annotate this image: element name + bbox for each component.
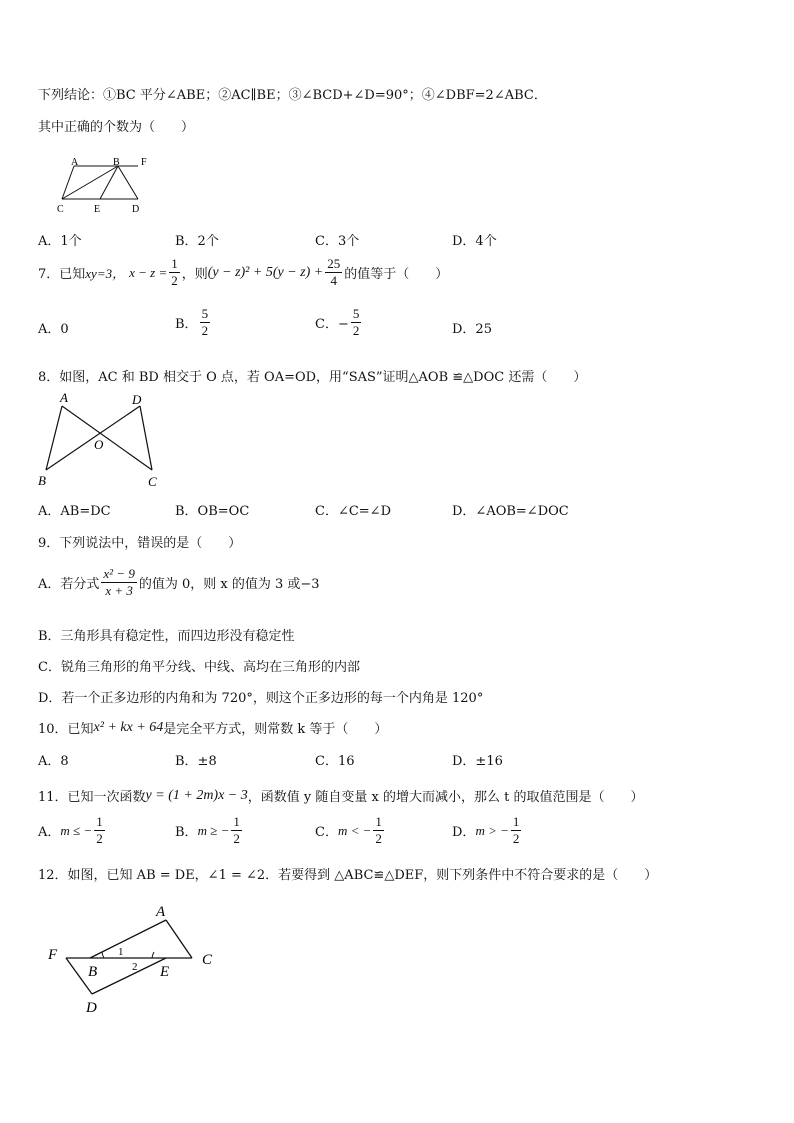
q12-label-f: F <box>48 947 58 963</box>
q10-expr: x² + kx + 64 <box>93 719 164 735</box>
q10-option-d: D．±16 <box>452 754 503 769</box>
q11-option-d-num: 1 <box>512 814 520 829</box>
q9-a-prefix: A．若分式 <box>38 577 100 592</box>
q6-label-e: E <box>94 204 101 215</box>
q11-option-a-rel: m ≤ − <box>60 822 93 838</box>
q11-option-a-den: 2 <box>96 831 103 846</box>
q7-expr-num: 25 <box>327 256 341 271</box>
q11-option-b-fraction <box>231 814 242 847</box>
q7-option-c-fraction <box>351 306 362 339</box>
q11-option-c <box>315 814 386 847</box>
q11-question <box>38 786 643 805</box>
q7-option-d: D．25 <box>452 322 492 337</box>
q10-suffix: 是完全平方式，则常数 k 等于（ ） <box>163 722 388 737</box>
q12-figure <box>40 896 230 1018</box>
q7-cond2-den: 2 <box>171 273 178 288</box>
q8-option-a: A．AB=DC <box>38 504 111 519</box>
q7-option-c-num: 5 <box>352 306 360 321</box>
q6-figure <box>52 154 162 216</box>
q7-option-c-label: C．− <box>315 317 349 332</box>
q7-option-a: A．0 <box>38 322 69 337</box>
q11-expr: y = (1 + 2m)x − 3 <box>145 787 248 803</box>
q7-option-b-num: 5 <box>201 306 209 321</box>
q6-option-c: C．3个 <box>315 234 360 249</box>
q11-option-c-den: 2 <box>375 831 382 846</box>
q11-option-b-rel: m ≥ − <box>197 822 230 838</box>
q9-a-den: x + 3 <box>105 583 133 598</box>
q6-option-b: B．2个 <box>175 234 219 249</box>
q12-label-angle-1: 1 <box>118 946 124 958</box>
q7-prefix: 7．已知 <box>38 267 86 282</box>
q11-option-a <box>38 814 107 847</box>
q7-expr-post: 的值等于（ ） <box>344 267 449 282</box>
q7-expr-den: 4 <box>330 273 337 288</box>
q7-cond1: xy=3， <box>85 266 126 281</box>
q6-label-a: A <box>71 157 79 168</box>
q7-cond2-num: 1 <box>171 256 178 271</box>
q11-option-b-label: B． <box>175 825 198 840</box>
q7-option-b <box>175 306 212 339</box>
q8-option-d: D．∠AOB=∠DOC <box>452 504 569 519</box>
q11-option-d-den: 2 <box>512 831 520 846</box>
q6-label-d: D <box>132 204 140 215</box>
q9-option-d: D．若一个正多边形的内角和为 720°，则这个正多边形的每一个内角是 120° <box>38 691 484 706</box>
q11-option-a-fraction <box>94 814 105 847</box>
q9-option-b: B．三角形具有稳定性，而四边形没有稳定性 <box>38 629 295 644</box>
q10-option-b: B．±8 <box>175 754 217 769</box>
q11-option-c-num: 1 <box>375 814 382 829</box>
q10-prefix: 10．已知 <box>38 722 94 737</box>
q6-question: 其中正确的个数为（ ） <box>38 120 195 135</box>
q9-a-num: x² − 9 <box>103 566 135 581</box>
q11-option-b-num: 1 <box>233 814 240 829</box>
q7-expr-fraction <box>325 256 342 289</box>
q11-option-b-den: 2 <box>233 831 240 846</box>
q8-question: 8．如图，AC 和 BD 相交于 O 点，若 OA=OD，用“SAS”证明△AOB ≌△DOC 还需（ ） <box>38 370 587 385</box>
q11-option-a-label: A． <box>38 825 61 840</box>
q12-label-b: B <box>88 964 98 980</box>
q8-label-a: A <box>60 390 68 405</box>
q11-option-b <box>175 814 244 847</box>
q8-label-o: O <box>94 437 104 452</box>
q12-label-angle-2: 2 <box>132 961 138 973</box>
q7-cond2-fraction <box>169 256 180 289</box>
q8-option-b: B．OB=OC <box>175 504 250 519</box>
q7-option-b-label: B． <box>175 317 198 332</box>
q11-option-d-label: D． <box>452 825 476 840</box>
q12-label-a: A <box>156 904 166 920</box>
q6-option-d: D．4个 <box>452 234 497 249</box>
q6-label-c: C <box>57 204 64 215</box>
q8-label-c: C <box>148 474 157 489</box>
q11-option-d-rel: m > − <box>475 822 509 838</box>
q7-expr: (y − z)² + 5(y − z) + <box>207 264 324 280</box>
q7-option-b-den: 2 <box>201 323 209 338</box>
q10-option-c: C．16 <box>315 754 355 769</box>
q6-option-a: A．1个 <box>38 234 82 249</box>
q12-question: 12．如图，已知 AB = DE，∠1 = ∠2．若要得到 △ABC≌△DEF，则下列条件中不符合要求的是（ ） <box>38 868 658 883</box>
q9-question: 9．下列说法中，错误的是（ ） <box>38 536 242 551</box>
q10-question <box>38 718 387 737</box>
q11-prefix: 11．已知一次函数 <box>38 790 146 805</box>
q9-option-a <box>38 566 320 599</box>
q6-label-b: B <box>113 157 120 168</box>
q6-label-f: F <box>141 157 147 168</box>
q8-label-b: B <box>38 473 46 488</box>
q7-expr-pre: ，则 <box>181 267 208 282</box>
q8-figure <box>36 390 162 490</box>
q12-label-e: E <box>160 964 170 980</box>
q11-suffix: ，函数值 y 随自变量 x 的增大而减小，那么 t 的取值范围是（ ） <box>247 790 644 805</box>
q8-label-d: D <box>132 392 142 407</box>
q7-option-c <box>315 306 363 339</box>
q11-option-c-label: C． <box>315 825 338 840</box>
q6-statement: 下列结论：①BC 平分∠ABE；②AC∥BE；③∠BCD+∠D=90°；④∠DBF=2∠ABC． <box>38 88 547 103</box>
q11-option-c-fraction <box>373 814 384 847</box>
q11-option-c-rel: m < − <box>337 822 372 838</box>
q11-option-a-num: 1 <box>96 814 103 829</box>
q9-a-fraction <box>101 566 136 599</box>
q7-question <box>38 256 448 289</box>
q8-option-c: C．∠C=∠D <box>315 504 391 519</box>
q9-a-suffix: 的值为 0，则 x 的值为 3 或−3 <box>138 577 320 592</box>
q11-option-d <box>452 814 523 847</box>
q12-label-c: C <box>202 952 213 968</box>
q10-option-a: A．8 <box>38 754 69 769</box>
q7-cond2-lhs: x − z = <box>129 264 168 280</box>
q11-option-d-fraction <box>511 814 522 847</box>
q12-label-d: D <box>86 1000 97 1016</box>
q7-option-c-den: 2 <box>352 323 360 338</box>
q7-option-b-fraction <box>200 306 211 339</box>
q9-option-c: C．锐角三角形的角平分线、中线、高均在三角形的内部 <box>38 660 360 675</box>
